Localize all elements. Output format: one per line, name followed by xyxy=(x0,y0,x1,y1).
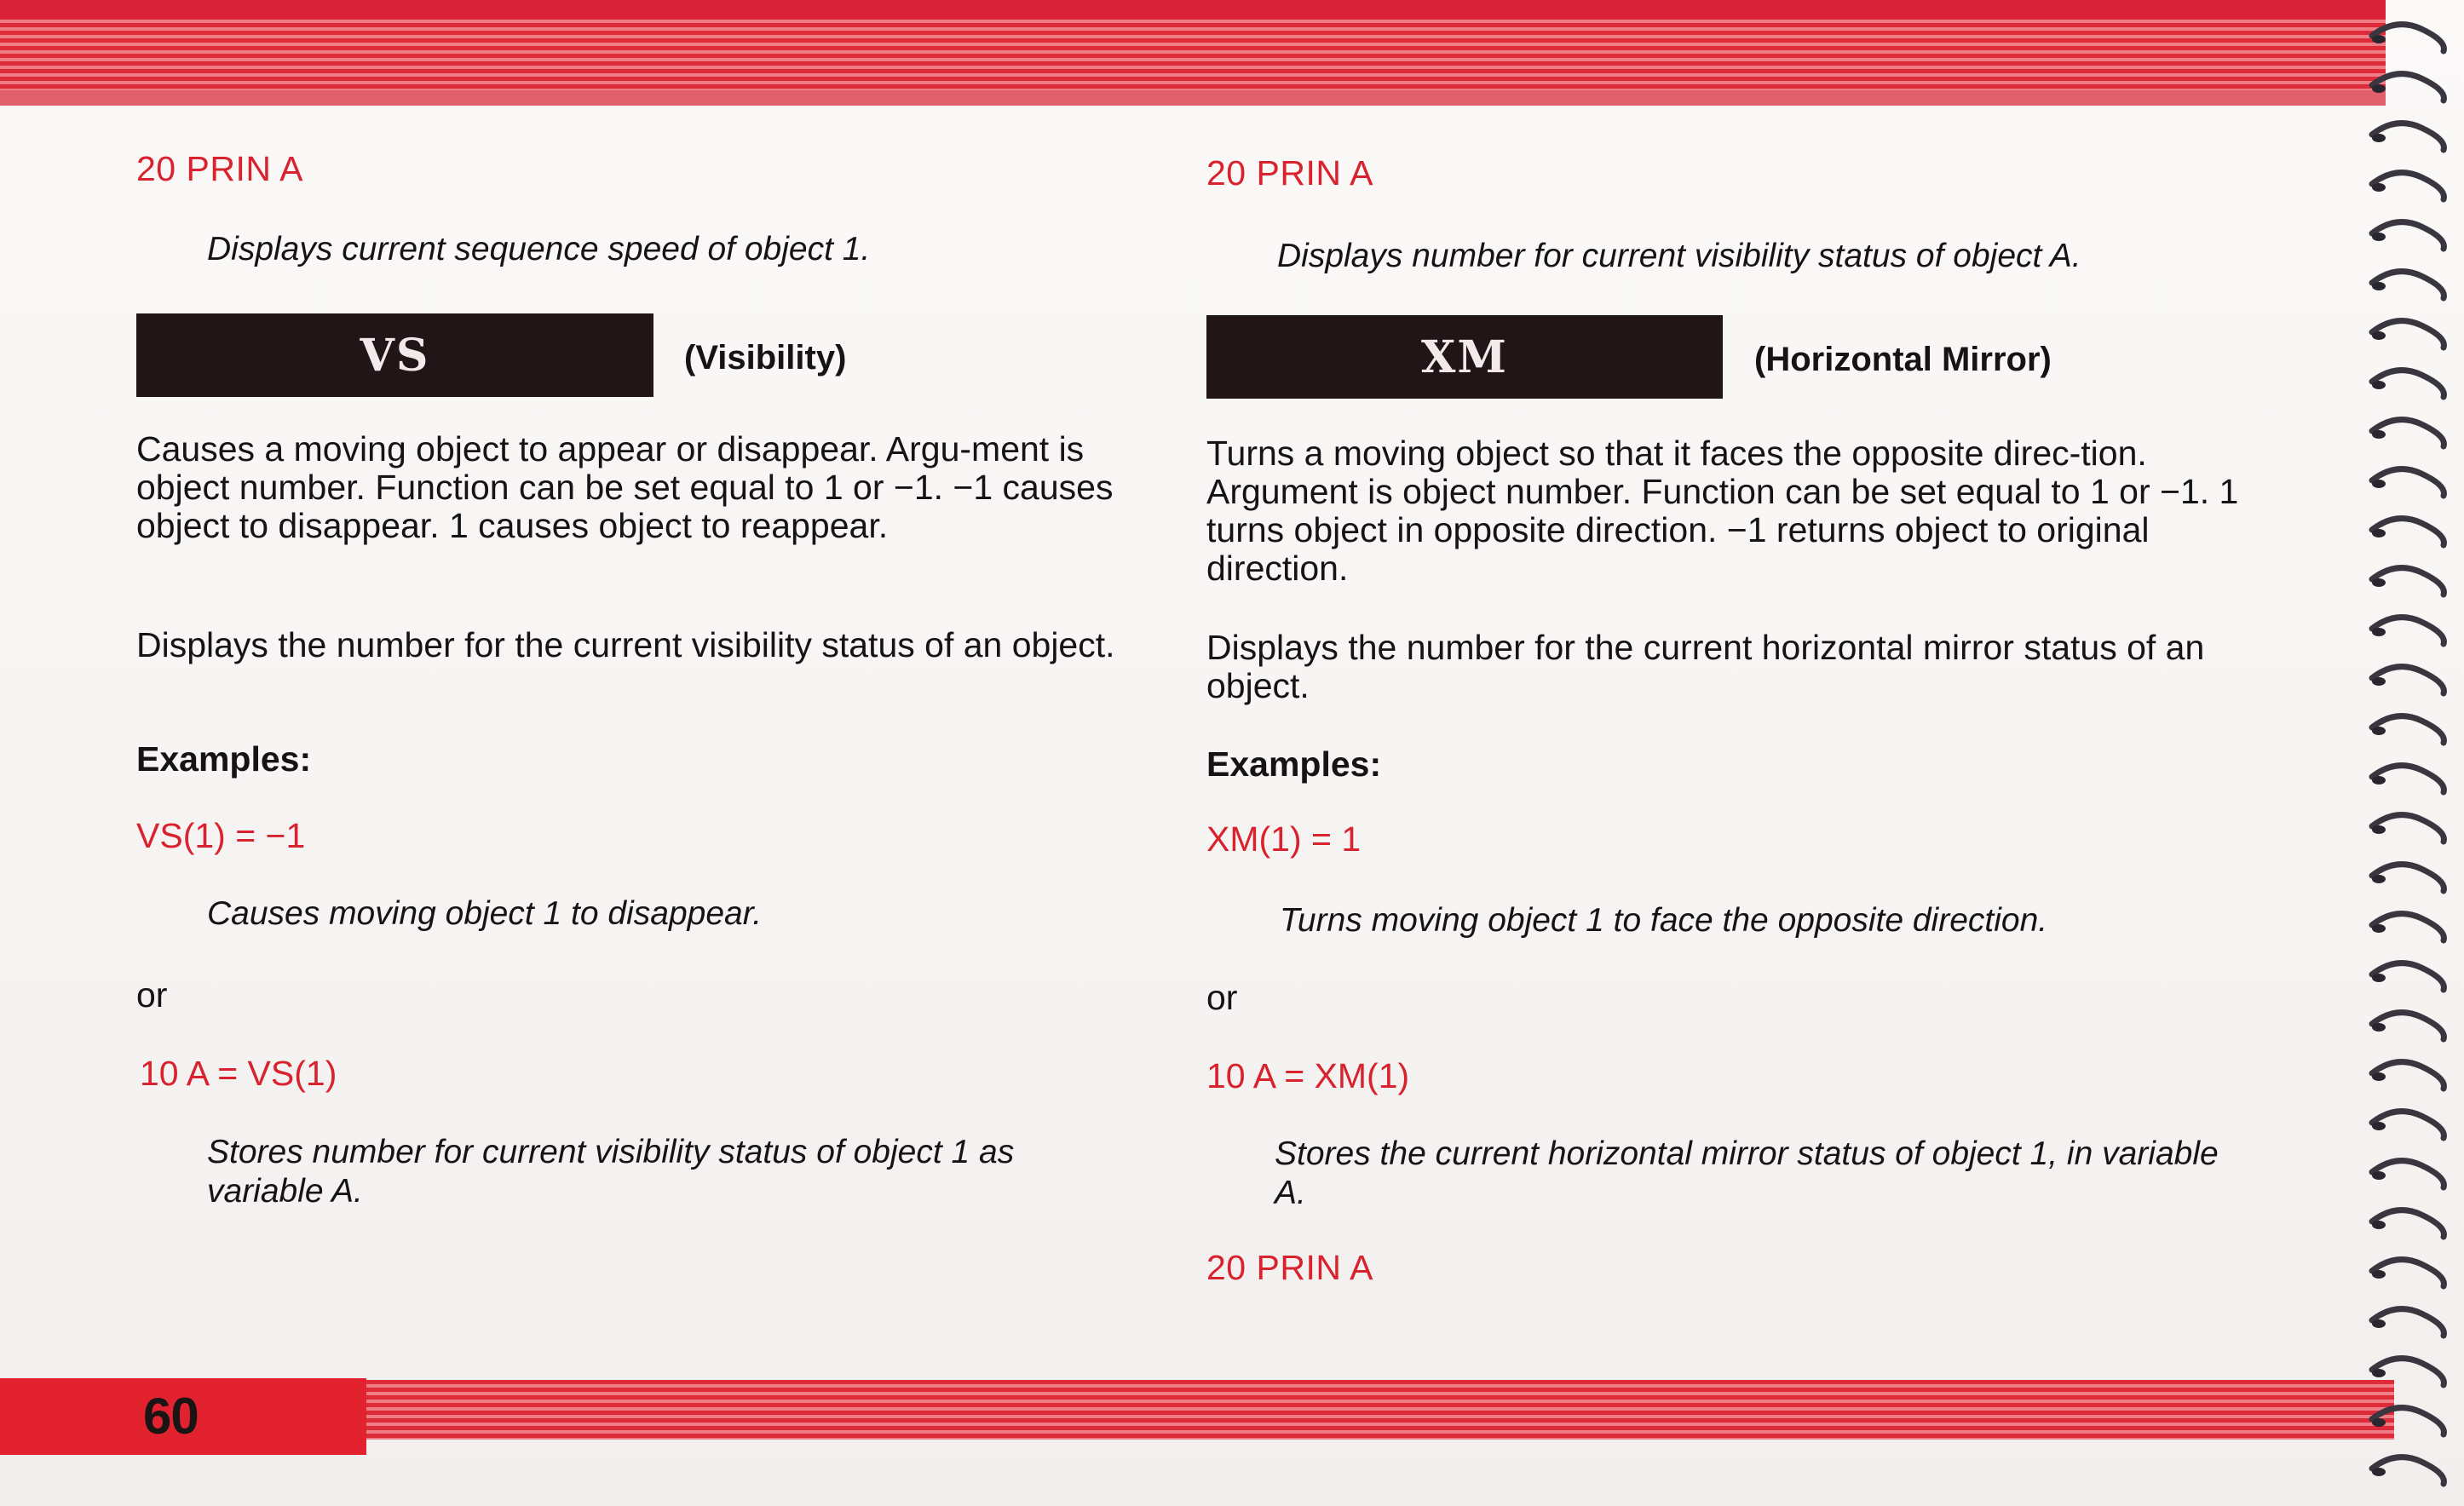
keyword-label-box xyxy=(136,313,653,397)
display-paragraph: Displays the number for the current horizontal mirror status of an object. xyxy=(1206,628,2205,705)
description-paragraph: Turns a moving object so that it faces the opposite direc-tion. Argument is object number. Function can be set equal to 1 or −1. 1 turns object in opposite direction. −1 returns object to original direction. xyxy=(1206,434,2239,588)
examples-heading: Examples: xyxy=(1206,744,1382,784)
example-code-2: 10 A = XM(1) xyxy=(1206,1056,1410,1095)
spiral-hole xyxy=(2372,875,2386,883)
spiral-hole xyxy=(2372,1270,2386,1279)
spiral-hole xyxy=(2372,825,2386,834)
description-paragraph: Causes a moving object to appear or disappear. Argu-ment is object number. Function can be set equal to 1 or −1. −1 causes object to disappear. 1 causes object to reappear. xyxy=(136,429,1114,545)
page-number: 60 xyxy=(143,1388,199,1445)
spiral-hole xyxy=(2372,578,2386,587)
spiral-hole xyxy=(2372,1369,2386,1377)
or-word: or xyxy=(136,975,168,1015)
prin-statement-top: 20 PRIN A xyxy=(136,149,303,188)
spiral-hole xyxy=(2372,282,2386,290)
spiral-hole xyxy=(2372,1319,2386,1328)
display-paragraph: Displays the number for the current visibility status of an object. xyxy=(136,625,1115,664)
spiral-hole xyxy=(2372,381,2386,389)
spiral-hole xyxy=(2372,677,2386,686)
top-stripe-band xyxy=(0,0,2386,106)
keyword-xm: XM xyxy=(1421,331,1508,383)
spiral-hole xyxy=(2372,776,2386,785)
example-desc-1: Causes moving object 1 to disappear. xyxy=(207,895,763,932)
keyword-description: (Horizontal Mirror) xyxy=(1754,341,2052,378)
example-code-1: XM(1) = 1 xyxy=(1206,819,1362,859)
spiral-hole xyxy=(2372,35,2386,43)
spiral-hole xyxy=(2372,233,2386,241)
keyword-label-box xyxy=(1206,315,1723,399)
spiral-hole xyxy=(2372,974,2386,982)
spiral-hole xyxy=(2372,1072,2386,1081)
spiral-hole xyxy=(2372,430,2386,439)
spiral-hole xyxy=(2372,1122,2386,1130)
example-desc-2: Stores the current horizontal mirror status of object 1, in variable A. xyxy=(1275,1135,2219,1211)
spiral-hole xyxy=(2372,84,2386,93)
example-desc-2: Stores number for current visibility status of object 1 as variable A. xyxy=(207,1134,1015,1210)
spiral-hole xyxy=(2372,1023,2386,1032)
spiral-hole xyxy=(2372,529,2386,537)
spiral-hole xyxy=(2372,727,2386,735)
spiral-hole xyxy=(2372,628,2386,636)
bottom-stripe-band xyxy=(366,1380,2394,1440)
spiral-hole xyxy=(2372,1221,2386,1229)
example-code-1: VS(1) = −1 xyxy=(136,816,306,855)
keyword-description: (Visibility) xyxy=(684,339,847,376)
spiral-hole xyxy=(2372,331,2386,340)
keyword-vs: VS xyxy=(360,329,430,382)
spiral-binding xyxy=(2362,0,2464,1506)
spiral-hole xyxy=(2372,183,2386,192)
prin-statement-top: 20 PRIN A xyxy=(1206,153,1373,193)
or-word: or xyxy=(1206,978,1238,1017)
spiral-hole xyxy=(2372,1171,2386,1180)
spiral-hole xyxy=(2372,924,2386,933)
prin-statement-bottom: 20 PRIN A xyxy=(1206,1248,1373,1287)
spiral-hole xyxy=(2372,1468,2386,1476)
prin-description: Displays number for current visibility status of object A. xyxy=(1277,238,2081,274)
example-code-2: 10 A = VS(1) xyxy=(140,1054,337,1093)
prin-description: Displays current sequence speed of object 1. xyxy=(207,231,871,267)
spiral-hole xyxy=(2372,1418,2386,1427)
spiral-hole xyxy=(2372,480,2386,488)
examples-heading: Examples: xyxy=(136,739,312,779)
spiral-hole xyxy=(2372,134,2386,142)
example-desc-1: Turns moving object 1 to face the opposite direction. xyxy=(1280,902,2048,939)
